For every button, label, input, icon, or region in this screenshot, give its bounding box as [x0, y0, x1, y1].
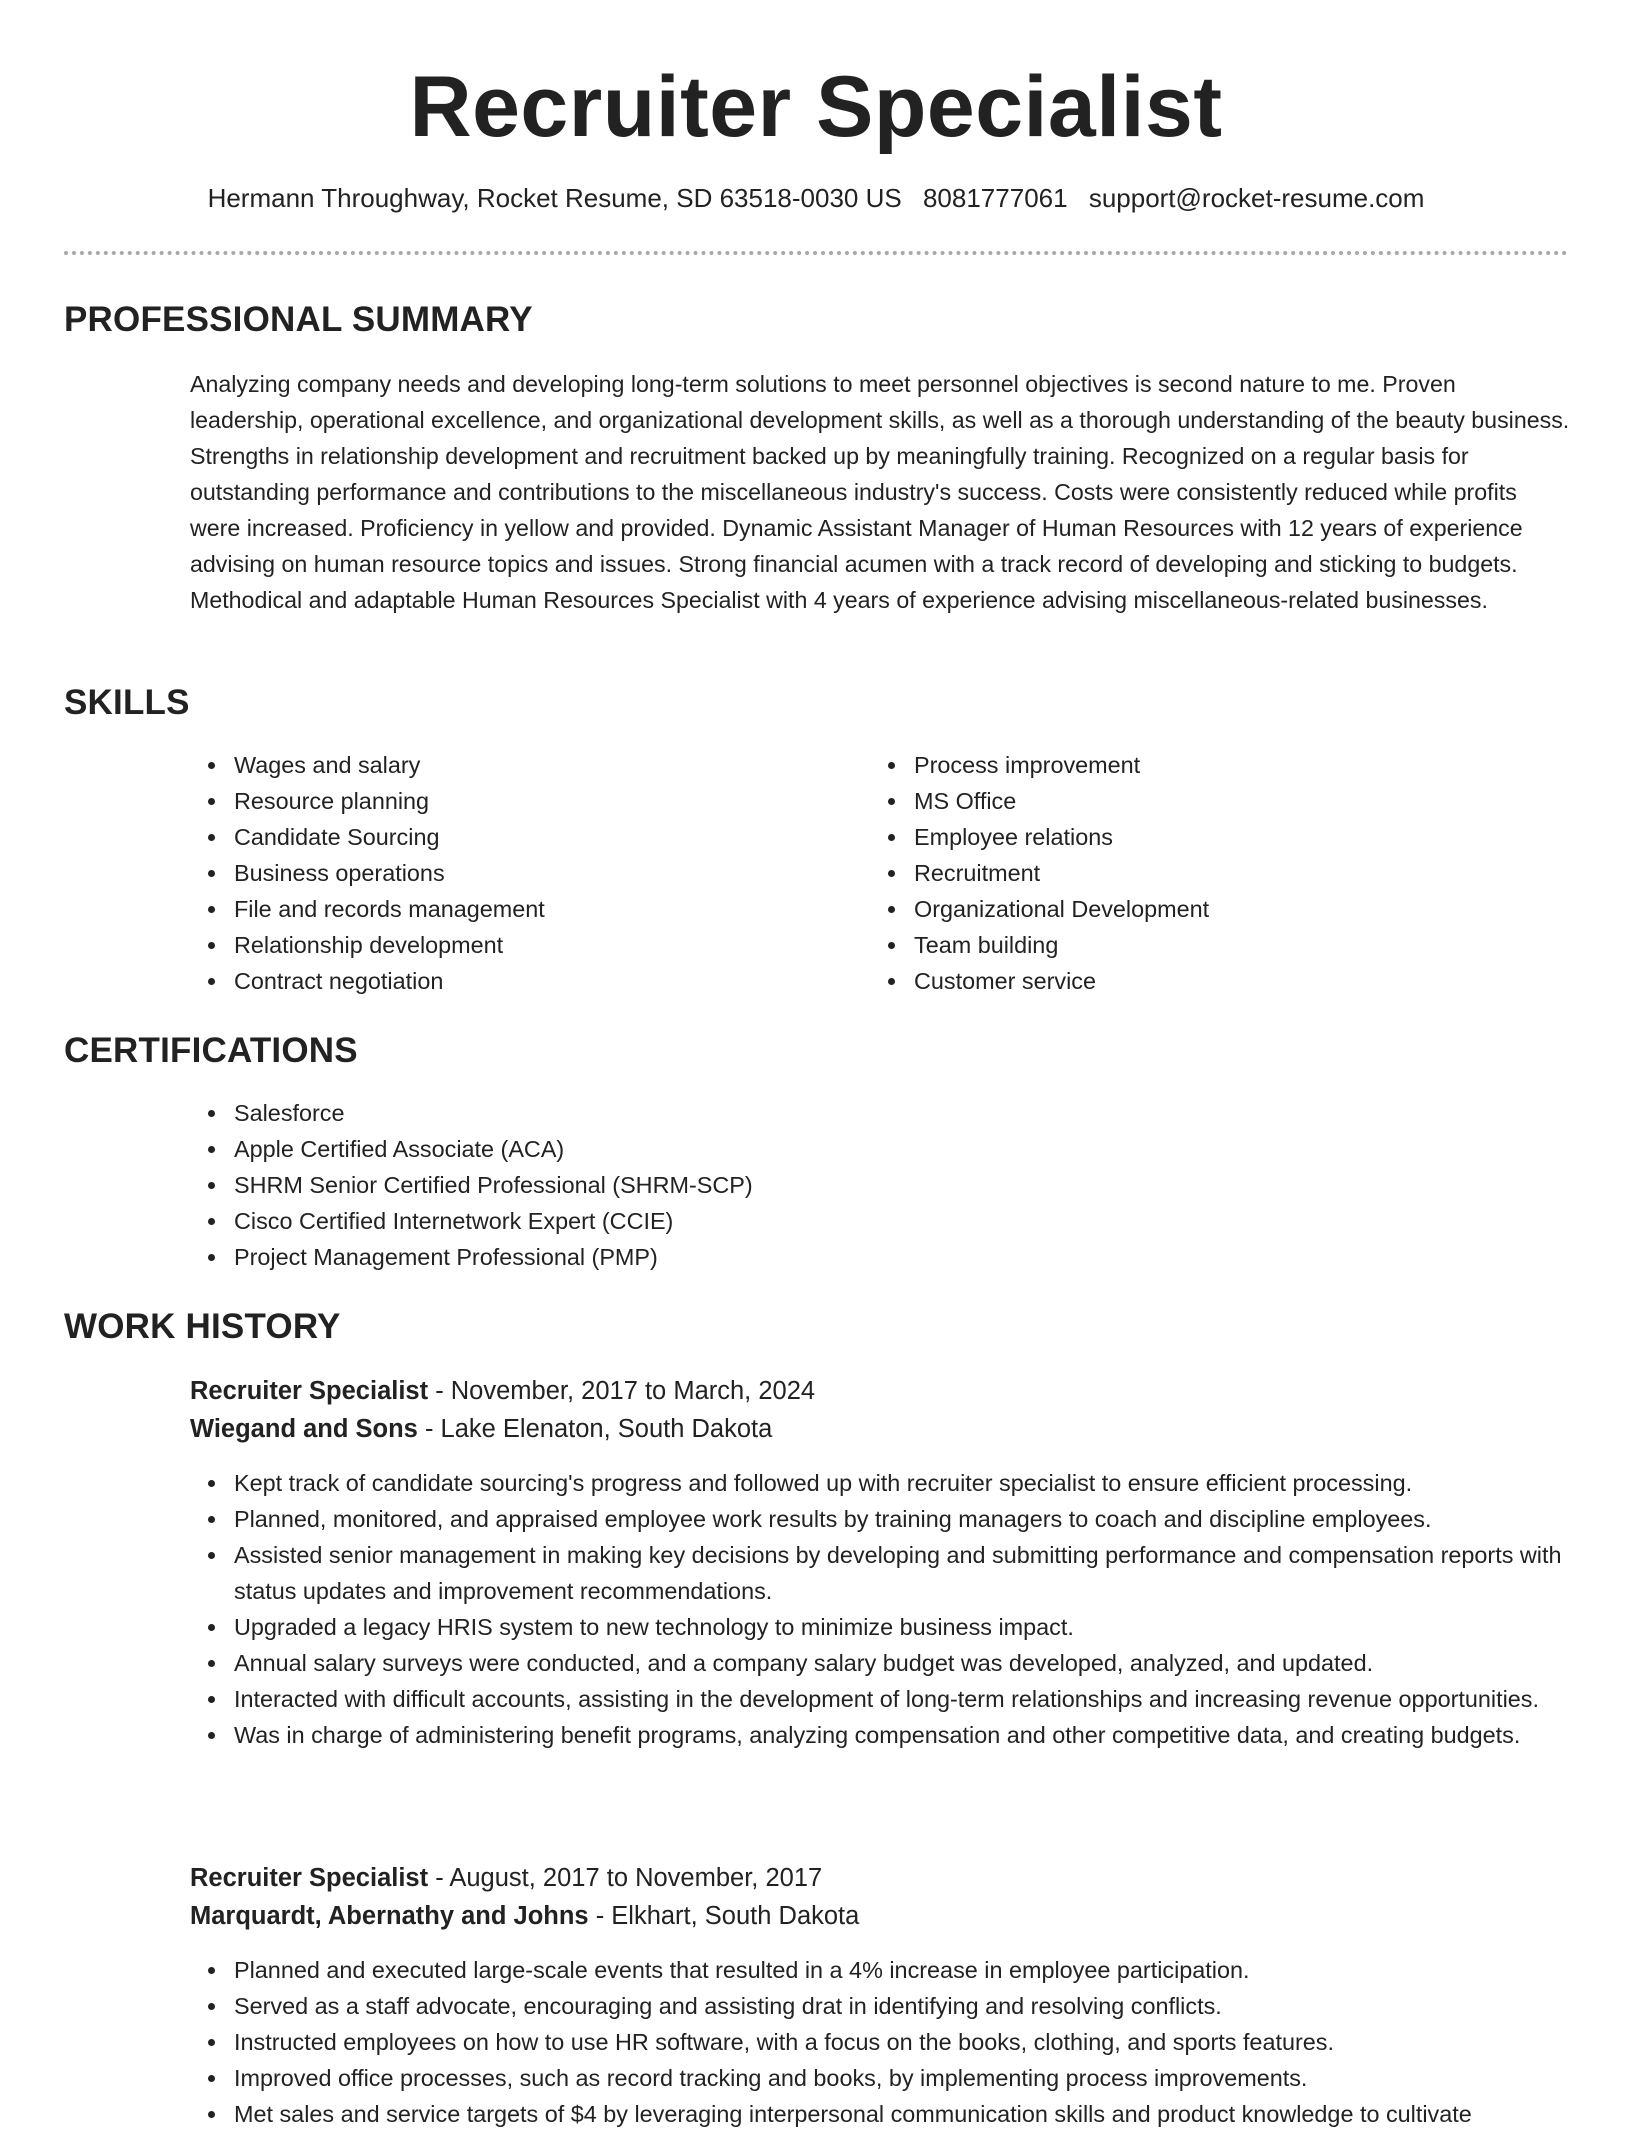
list-item: Cisco Certified Internetwork Expert (CCIE): [234, 1203, 1434, 1239]
job-dates: - August, 2017 to November, 2017: [428, 1864, 823, 1892]
job-company: Wiegand and Sons: [190, 1415, 418, 1443]
job-title: Recruiter Specialist: [190, 1864, 429, 1892]
skills-list-right: [870, 747, 1594, 999]
contact-info: [0, 180, 1632, 216]
list-item: Instructed employees on how to use HR software, with a focus on the books, clothing, and sports features.: [234, 2024, 1614, 2060]
list-item: Wages and salary: [234, 747, 834, 783]
list-item: Project Management Professional (PMP): [234, 1239, 1434, 1275]
skills-heading: SKILLS: [64, 683, 190, 722]
list-item: Assisted senior management in making key decisions by developing and submitting performance and compensation reports with status updates and improvement recommendations.: [234, 1537, 1614, 1609]
job-company-line: [190, 1897, 859, 1935]
list-item: Improved office processes, such as record tracking and books, by implementing process improvements.: [234, 2060, 1614, 2096]
list-item: Planned and executed large-scale events that resulted in a 4% increase in employee participation.: [234, 1952, 1614, 1988]
list-item: MS Office: [914, 783, 1594, 819]
list-item: Process improvement: [914, 747, 1594, 783]
list-item: Recruitment: [914, 855, 1594, 891]
list-item: Candidate Sourcing: [234, 819, 834, 855]
job-title: Recruiter Specialist: [190, 1377, 429, 1405]
header-divider: [64, 251, 1568, 255]
certifications-list: [190, 1095, 1434, 1275]
contact-address: Hermann Throughway, Rocket Resume, SD 63518-0030 US: [207, 183, 902, 213]
list-item: Customer service: [914, 963, 1594, 999]
list-item: Resource planning: [234, 783, 834, 819]
contact-phone: 8081777061: [922, 183, 1068, 213]
list-item: Interacted with difficult accounts, assisting in the development of long-term relationships and increasing revenue opportunities.: [234, 1681, 1614, 1717]
list-item: Business operations: [234, 855, 834, 891]
job-duties-list: [190, 1952, 1614, 2132]
summary-heading: PROFESSIONAL SUMMARY: [64, 300, 533, 339]
job-title-line: [190, 1859, 822, 1897]
page-title: Recruiter Specialist: [409, 59, 1223, 155]
job-location: - Lake Elenaton, South Dakota: [417, 1415, 773, 1443]
list-item: Served as a staff advocate, encouraging and assisting drat in identifying and resolving conflicts.: [234, 1988, 1614, 2024]
skills-list-left: [190, 747, 834, 999]
job-dates: - November, 2017 to March, 2024: [428, 1377, 816, 1405]
list-item: SHRM Senior Certified Professional (SHRM-SCP): [234, 1167, 1434, 1203]
list-item: File and records management: [234, 891, 834, 927]
list-item: Kept track of candidate sourcing's progress and followed up with recruiter specialist to ensure efficient processing.: [234, 1465, 1614, 1501]
list-item: Met sales and service targets of $4 by leveraging interpersonal communication skills and product knowledge to cultivate: [234, 2096, 1614, 2132]
certifications-heading: CERTIFICATIONS: [64, 1031, 358, 1070]
summary-text: Analyzing company needs and developing long-term solutions to meet personnel objectives is second nature to me. Proven leadership, operational excellence, and organizational development skills, as well as a thorough understanding of the beauty business. Strengths in relationship development and recruitment backed up by meaningfully training. Recognized on a regular basis for outstanding performance and contributions to the miscellaneous industry's success. Costs were consistently reduced while profits were increased. Proficiency in yellow and provided. Dynamic Assistant Manager of Human Resources with 12 years of experience advising on human resource topics and issues. Strong financial acumen with a track record of developing and sticking to budgets. Methodical and adaptable Human Resources Specialist with 4 years of experience advising miscellaneous-related businesses.: [190, 371, 1570, 613]
list-item: Was in charge of administering benefit programs, analyzing compensation and other competitive data, and creating budgets.: [234, 1717, 1614, 1753]
job-location: - Elkhart, South Dakota: [588, 1902, 860, 1930]
list-item: Employee relations: [914, 819, 1594, 855]
contact-email: support@rocket-resume.com: [1088, 183, 1425, 213]
list-item: Relationship development: [234, 927, 834, 963]
job-company-line: [190, 1410, 772, 1448]
job-duties-list: [190, 1465, 1614, 1753]
list-item: Contract negotiation: [234, 963, 834, 999]
list-item: Apple Certified Associate (ACA): [234, 1131, 1434, 1167]
list-item: Planned, monitored, and appraised employee work results by training managers to coach and discipline employees.: [234, 1501, 1614, 1537]
list-item: Salesforce: [234, 1095, 1434, 1131]
job-company: Marquardt, Abernathy and Johns: [190, 1902, 589, 1930]
list-item: Organizational Development: [914, 891, 1594, 927]
work-history-heading: WORK HISTORY: [64, 1307, 341, 1346]
list-item: Annual salary surveys were conducted, and a company salary budget was developed, analyzed, and updated.: [234, 1645, 1614, 1681]
list-item: Team building: [914, 927, 1594, 963]
job-title-line: [190, 1372, 815, 1410]
list-item: Upgraded a legacy HRIS system to new technology to minimize business impact.: [234, 1609, 1614, 1645]
